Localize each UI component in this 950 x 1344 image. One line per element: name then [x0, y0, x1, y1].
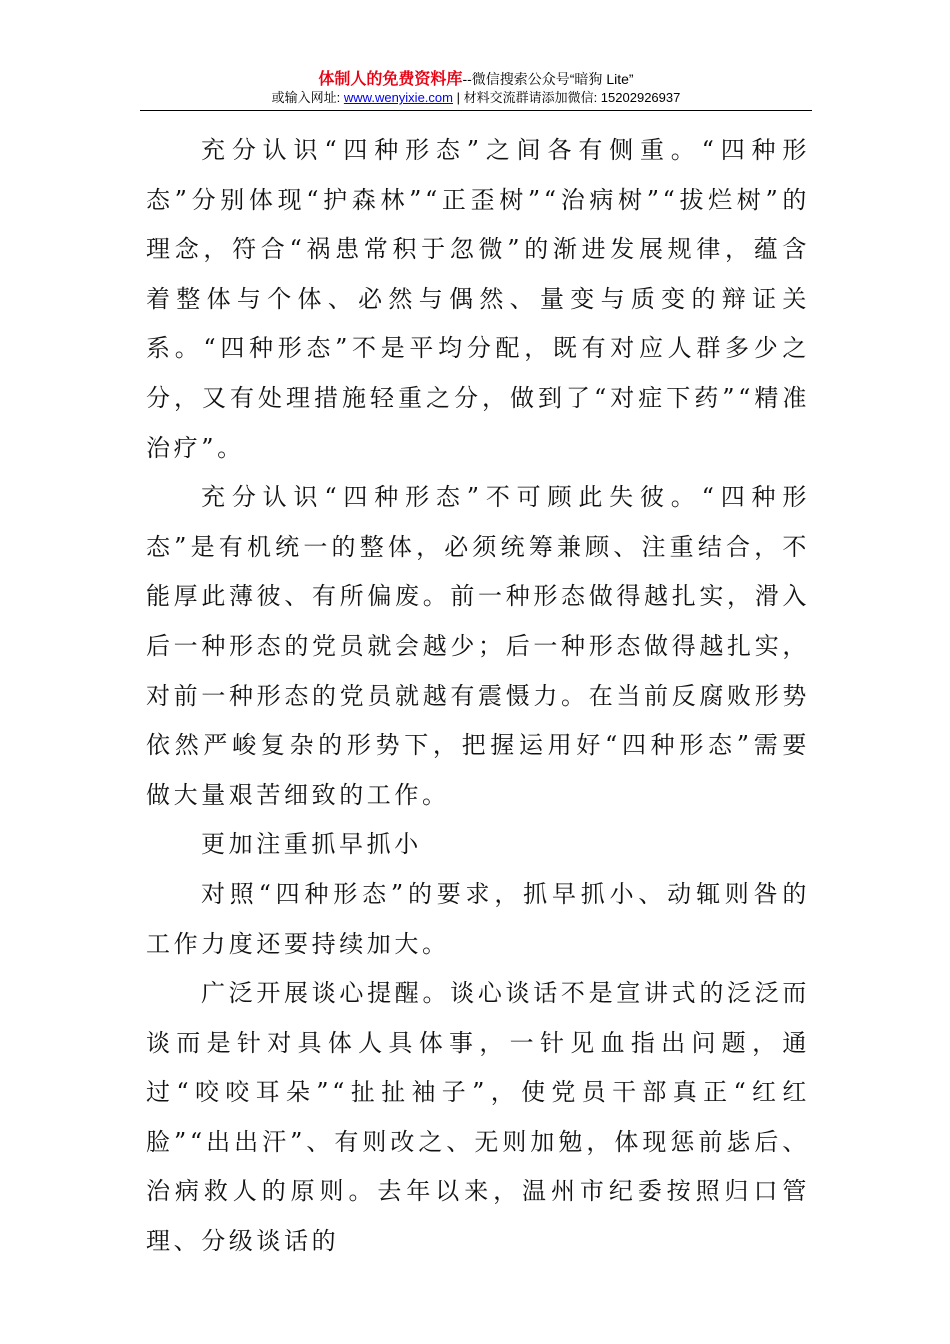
header-url-prefix: 或输入网址: — [271, 90, 344, 105]
paragraph-requirement: 对照“四种形态”的要求，抓早抓小、动辄则咎的工作力度还要持续加大。 — [146, 879, 810, 958]
header-contact: | 材料交流群请添加微信: 15202926937 — [452, 90, 681, 105]
section-heading: 更加注重抓早抓小 — [201, 830, 422, 859]
page-header — [140, 70, 812, 107]
paragraph-talks: 广泛开展谈心提醒。谈心谈话不是宣讲式的泛泛而谈而是针对具体人具体事，一针见血指出问题，通过“咬咬耳朵”“扯扯袖子”，使党员干部真正“红红脸”“出出汗”、有则改之、无则加勉，体现惩前毖后、治病救人的原则。去年以来，温州市纪委按照归口管理、分级谈话的 — [146, 979, 810, 1256]
paragraph-balance: 充分认识“四种形态”不可顾此失彼。“四种形态”是有机统一的整体，必须统筹兼顾、注重结合，不能厚此薄彼、有所偏废。前一种形态做得越扎实，滑入后一种形态的党员就会越少；后一种形态做得越扎实，对前一种形态的党员就越有震慑力。在当前反腐败形势依然严峻复杂的形势下，把握运用好“四种形态”需要做大量艰苦细致的工作。 — [146, 483, 810, 809]
header-subtitle: --微信搜索公众号“暗狗 Lite” — [462, 71, 634, 87]
paragraph-focus: 充分认识“四种形态”之间各有侧重。“四种形态”分别体现“护森林”“正歪树”“治病树”“拔烂树”的理念，符合“祸患常积于忽微”的渐进发展规律，蕴含着整体与个体、必然与偶然、量变与质变的辩证关系。“四种形态”不是平均分配，既有对应人群多少之分，又有处理措施轻重之分，做到了“对症下药”“精准治疗”。 — [146, 136, 810, 462]
document-body — [146, 126, 810, 1267]
header-divider — [140, 110, 812, 111]
header-brand: 体制人的免费资料库 — [318, 71, 463, 88]
header-url-line — [140, 89, 812, 107]
header-title-line — [140, 70, 812, 89]
header-url-link[interactable]: www.wenyixie.com — [343, 90, 453, 105]
